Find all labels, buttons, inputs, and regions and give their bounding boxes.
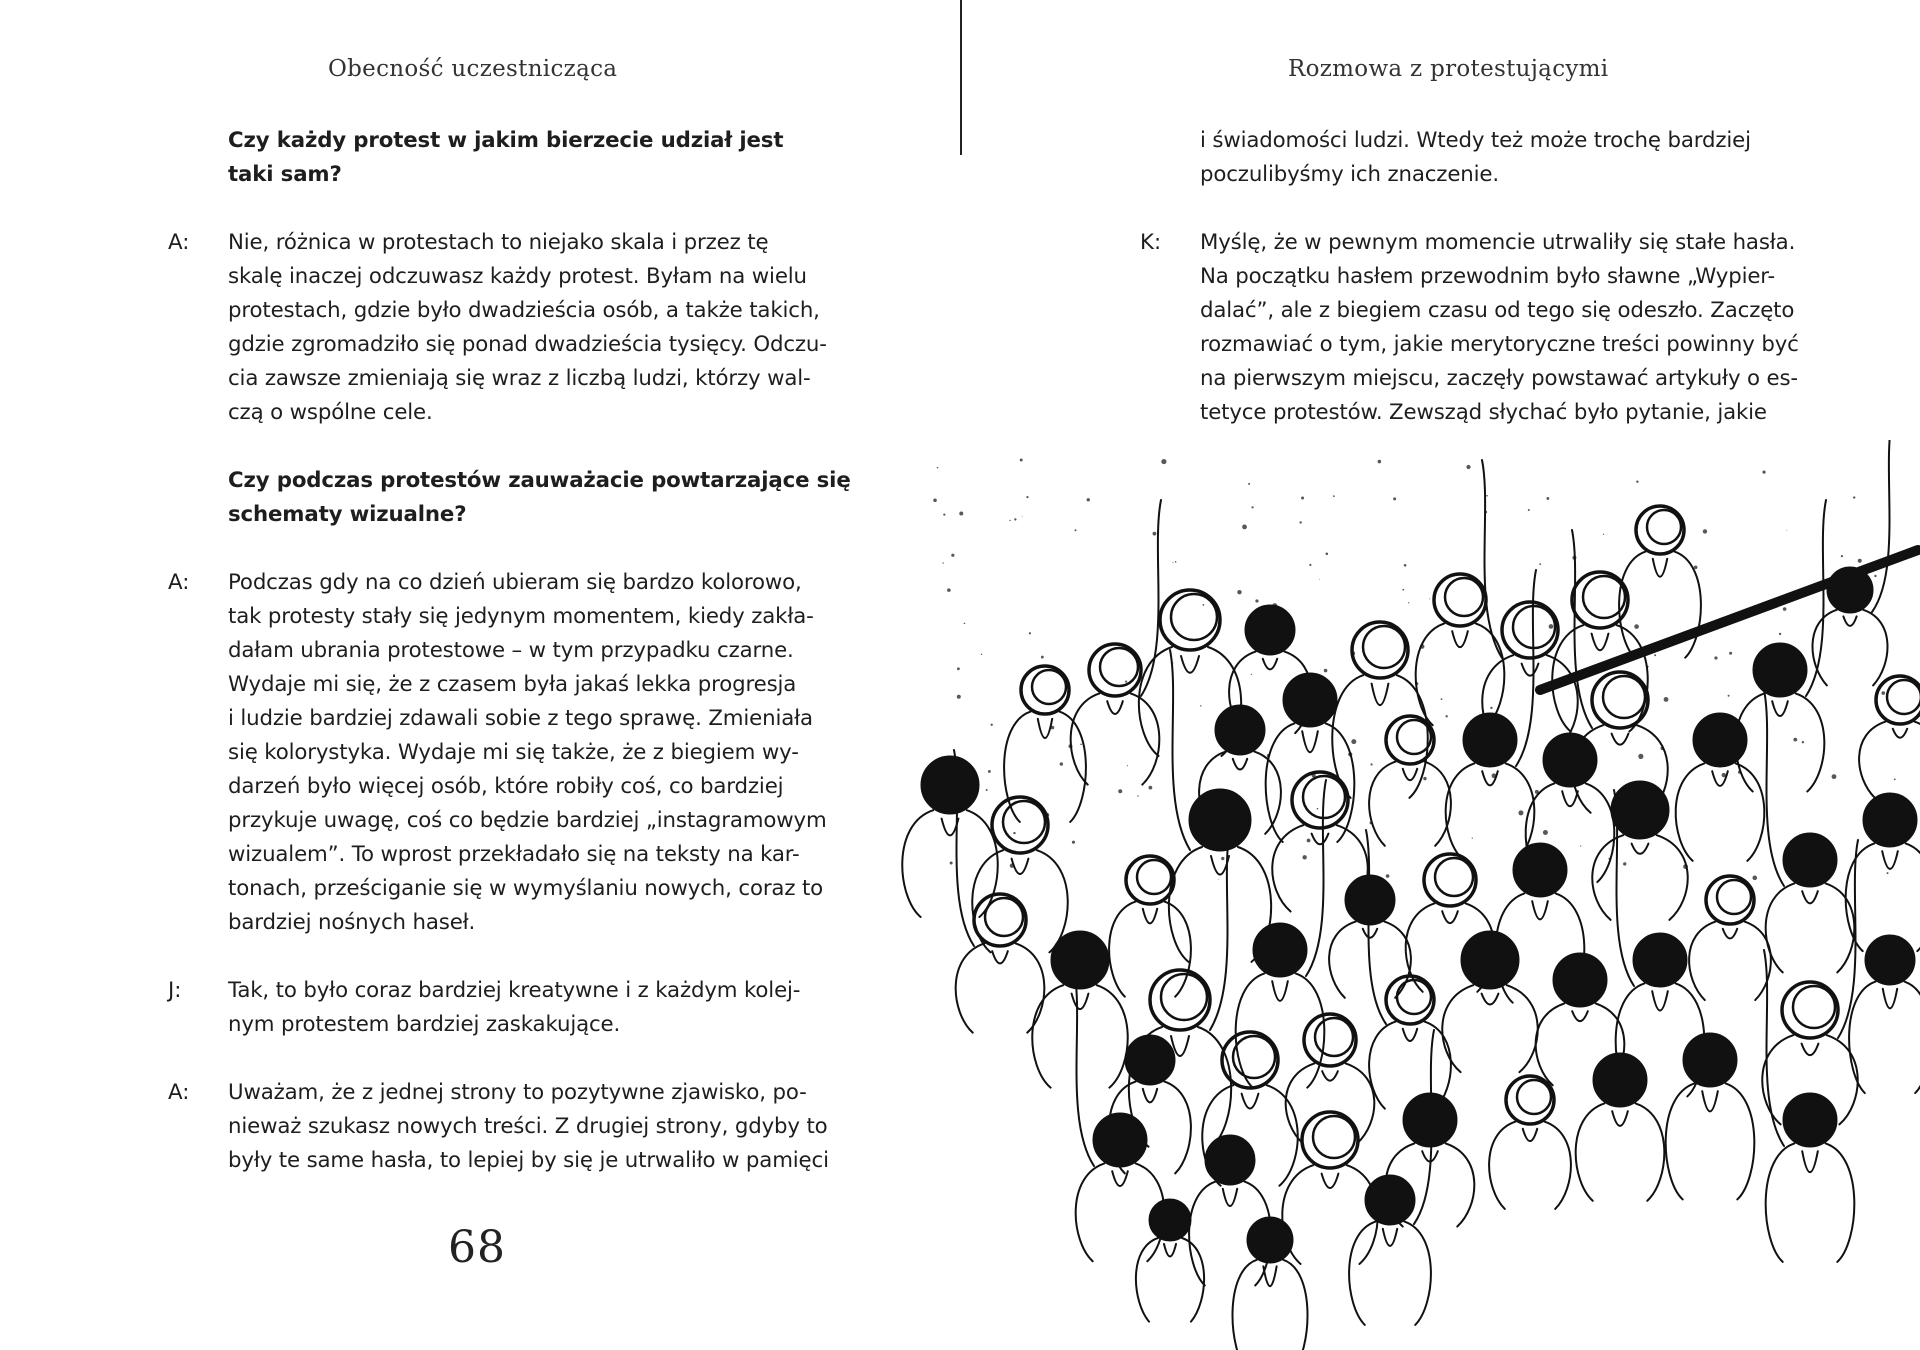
ink-speck [959, 511, 963, 515]
ink-speck [1302, 855, 1306, 859]
figure-head [1160, 590, 1220, 650]
ink-speck [1802, 741, 1804, 743]
ink-speck [1694, 566, 1698, 570]
ink-speck [1029, 632, 1031, 634]
figure-head [1434, 574, 1486, 626]
figure-head-scribble [1435, 858, 1473, 896]
ink-speck [1051, 726, 1055, 730]
ink-speck [1539, 563, 1541, 565]
figure-head-scribble [1717, 880, 1751, 914]
ink-speck [1351, 739, 1356, 744]
figure-head [1544, 734, 1596, 786]
ink-speck [1153, 532, 1157, 536]
ink-speck [1219, 794, 1221, 796]
ink-speck [1351, 651, 1356, 656]
ink-speck [1080, 744, 1082, 746]
ink-speck [1242, 525, 1247, 530]
figure-head [974, 894, 1026, 946]
ink-speck [1010, 864, 1014, 868]
text-line: Czy każdy protest w jakim bierzecie udział jest [228, 128, 784, 153]
figure-head [1304, 1014, 1356, 1066]
ink-speck [1603, 534, 1604, 535]
page-number: 68 [448, 1222, 506, 1273]
figure-head [1150, 1200, 1190, 1240]
ink-speck [990, 724, 992, 726]
ink-speck [1420, 644, 1425, 649]
figure-head-scribble [1315, 1018, 1353, 1056]
ink-speck [1251, 674, 1252, 675]
text-line: były te same hasła, to lepiej by się je utrwaliło w pamięci [228, 1148, 829, 1173]
ink-speck [1841, 555, 1843, 557]
figure-body [1576, 1103, 1665, 1200]
ink-speck [1636, 481, 1638, 483]
figure-head [1684, 1034, 1736, 1086]
ink-speck [1125, 681, 1127, 683]
figure-head [1021, 666, 1069, 714]
text-line: czą o wspólne cele. [228, 400, 433, 425]
figure-head [1386, 976, 1434, 1024]
ink-speck [1228, 840, 1231, 843]
figure-body [1676, 763, 1765, 860]
figure-head [1126, 1036, 1174, 1084]
figure-head [1222, 1032, 1278, 1088]
ink-speck [1832, 774, 1837, 779]
ink-speck [970, 788, 975, 793]
text-line: Wydaje mi się, że z czasem była jakaś lekka progresja [228, 672, 797, 697]
figure-head [1089, 644, 1141, 696]
ink-speck [943, 513, 945, 515]
figure-head [1248, 1218, 1292, 1262]
figure-body [1689, 922, 1771, 1000]
figure-head-scribble [1397, 720, 1431, 754]
figure-head [1292, 772, 1348, 828]
figure-head [1404, 1094, 1456, 1146]
figure-head [1206, 1136, 1254, 1184]
ink-speck [1703, 529, 1707, 533]
figure-head [1612, 782, 1668, 838]
text-line: protestach, gdzie było dwadzieścia osób, a także takich, [228, 298, 820, 323]
ink-speck [1127, 765, 1128, 766]
ink-speck [1013, 832, 1015, 834]
ink-speck [986, 789, 988, 791]
speaker-label: A: [168, 1080, 190, 1105]
text-line: Myślę, że w pewnym momencie utrwaliły się stałe hasła. [1200, 230, 1796, 255]
ink-speck [1378, 460, 1382, 464]
ink-speck [1267, 754, 1270, 757]
crowd-illustration [850, 440, 1920, 1350]
figure-head-scribble [1003, 801, 1045, 843]
ink-speck [1348, 752, 1352, 756]
answer-block [228, 226, 827, 430]
figure-body [1286, 1063, 1375, 1143]
figure-head-scribble [1887, 680, 1920, 714]
ink-speck [1714, 656, 1717, 659]
text-line: tonach, prześciganie się w wymyślaniu nowych, coraz to [228, 876, 824, 901]
ink-speck [1251, 506, 1253, 508]
text-line: Nie, różnica w protestach to niejako skala i przez tę [228, 230, 769, 255]
ink-speck [1203, 604, 1205, 606]
ink-speck [951, 554, 954, 557]
figure-head-scribble [1647, 510, 1681, 544]
ink-speck [1034, 667, 1037, 670]
figure-body [1136, 1238, 1204, 1322]
figure-head [1636, 506, 1684, 554]
ink-speck [1683, 864, 1688, 869]
ink-speck [1894, 778, 1896, 780]
figure-head-scribble [1445, 578, 1483, 616]
ink-speck [1661, 747, 1664, 750]
ink-speck [1543, 830, 1548, 835]
text-line: nym protestem bardziej zaskakujące. [228, 1012, 621, 1037]
ink-speck [1069, 744, 1073, 748]
ink-speck [1307, 839, 1311, 843]
figure-raised-arm [1170, 650, 1190, 850]
ink-speck [1518, 810, 1523, 815]
ink-speck [1783, 607, 1787, 611]
answer-block [228, 1076, 829, 1178]
crowd-sketch [902, 440, 1920, 1350]
figure-head [1462, 932, 1518, 988]
ink-speck [1752, 876, 1757, 881]
figure-body [1736, 693, 1825, 791]
ink-speck [1319, 579, 1320, 580]
ink-speck [957, 667, 960, 670]
figure-head-scribble [1100, 648, 1138, 686]
ink-speck [1762, 471, 1765, 474]
speaker-label: A: [168, 230, 190, 255]
figure-head [1514, 844, 1566, 896]
figure-body [1592, 835, 1687, 920]
figure-head [1094, 1114, 1146, 1166]
answer-block [228, 974, 800, 1042]
ink-speck [1664, 697, 1669, 702]
ink-speck [1887, 872, 1889, 874]
speaker-label: K: [1140, 230, 1162, 255]
text-line: poczulibyśmy ich znaczenie. [1200, 162, 1499, 187]
ink-speck [1503, 736, 1506, 739]
ink-speck [1608, 858, 1610, 860]
figure-head [1284, 674, 1336, 726]
question-1 [228, 124, 783, 192]
figure-head-scribble [1137, 860, 1171, 894]
figure-head-scribble [1397, 980, 1431, 1014]
ink-speck [1317, 808, 1319, 810]
figure-body [1442, 985, 1537, 1072]
ink-speck [1265, 633, 1270, 638]
ink-speck [1881, 691, 1885, 695]
ink-speck [1370, 763, 1372, 765]
ink-speck [1549, 624, 1554, 629]
ink-speck [1326, 552, 1329, 555]
ink-speck [1580, 845, 1581, 846]
left-page-header: Obecność uczestnicząca [328, 56, 618, 82]
figure-body [1666, 1083, 1755, 1199]
figure-head [1754, 644, 1806, 696]
ink-speck [1466, 465, 1470, 469]
ink-speck [1722, 773, 1726, 777]
figure-head [1246, 606, 1294, 654]
text-line: się kolorystyka. Wydaje mi się także, że z biegiem wy- [228, 740, 799, 765]
ink-speck [1333, 495, 1335, 497]
ink-speck [1137, 795, 1138, 796]
figure-head [1592, 672, 1648, 728]
figure-body [1766, 883, 1855, 972]
figure-head [992, 797, 1048, 853]
ink-speck [1429, 598, 1430, 599]
figure-body [1032, 985, 1127, 1087]
ink-speck [942, 562, 943, 563]
ink-speck [1634, 624, 1639, 629]
text-line: dałam ubrania protestowe – w tym przypadku czarne. [228, 638, 794, 663]
ink-speck [1492, 773, 1497, 778]
figure-head [1366, 1176, 1414, 1224]
text-line: bardziej nośnych haseł. [228, 910, 476, 935]
ink-speck [1148, 786, 1152, 790]
ink-speck [1374, 777, 1375, 778]
ink-speck [1173, 662, 1174, 663]
figure-raised-arm [1141, 500, 1161, 696]
ink-speck [937, 467, 939, 469]
ink-speck [1638, 754, 1643, 759]
ink-speck [1248, 483, 1250, 485]
answer-block [228, 566, 827, 940]
text-line: cia zawsze zmieniają się wraz z liczbą ludzi, którzy wal- [228, 366, 811, 391]
figure-head [1424, 854, 1476, 906]
text-line: Tak, to było coraz bardziej kreatywne i z każdym kolej- [228, 978, 801, 1003]
figure-head [1634, 934, 1686, 986]
ink-speck [1272, 603, 1277, 608]
figure-head-scribble [1793, 986, 1835, 1028]
ink-speck [1404, 564, 1407, 567]
figure-head [1464, 714, 1516, 766]
text-line: Uważam, że z jednej strony to pozytywne zjawisko, po- [228, 1080, 807, 1105]
text-line: tetyce protestów. Zewsząd słychać było pytanie, jakie [1200, 400, 1767, 425]
text-line: i ludzie bardziej zdawali sobie z tego sprawę. Zmieniała [228, 706, 813, 731]
ink-speck [1834, 859, 1835, 860]
text-line: skalę inaczej odczuwasz każdy protest. Byłam na wielu [228, 264, 807, 289]
figure-head [1052, 932, 1108, 988]
ink-speck [1393, 497, 1396, 500]
text-line: gdzie zgromadziło się ponad dwadzieścia tysięcy. Odczu- [228, 332, 827, 357]
ink-speck [1301, 496, 1304, 499]
ink-speck [1654, 654, 1656, 656]
ink-speck [1779, 633, 1781, 635]
text-line: i świadomości ludzi. Wtedy też może trochę bardziej [1200, 128, 1751, 153]
ink-speck [1022, 516, 1023, 517]
figure-head [1594, 1054, 1646, 1106]
ink-speck [1727, 716, 1730, 719]
ink-speck [1535, 790, 1539, 794]
ink-speck [1324, 669, 1328, 673]
ink-speck [1441, 698, 1443, 700]
figure-head-scribble [1517, 1080, 1551, 1114]
ink-speck [1309, 564, 1311, 566]
ink-speck [1623, 862, 1626, 865]
ink-speck [1728, 695, 1730, 697]
ink-speck [1729, 652, 1732, 655]
figure-head [1506, 1076, 1554, 1124]
figure-head-scribble [1603, 676, 1645, 718]
speaker-label: J: [168, 978, 182, 1003]
ink-speck [1423, 777, 1426, 780]
ink-speck [1490, 707, 1492, 709]
figure-head [1706, 876, 1754, 924]
text-line: Na początku hasłem przewodnim było sławne „Wypier- [1200, 264, 1776, 289]
ink-speck [1445, 715, 1447, 717]
ink-speck [1221, 857, 1224, 860]
ink-speck [1486, 495, 1488, 497]
figure-raised-arm [1306, 780, 1326, 976]
figure-head [1190, 790, 1250, 850]
right-page-header: Rozmowa z protestującymi [1288, 56, 1609, 82]
ink-speck [1572, 556, 1576, 560]
ink-speck [1858, 559, 1862, 563]
text-line: wizualem”. To wprost przekładało się na teksty na kar- [228, 842, 800, 867]
ink-speck [1075, 529, 1077, 531]
speaker-label: A: [168, 570, 190, 595]
ink-speck [1853, 496, 1855, 498]
figure-body [1232, 1260, 1307, 1350]
ink-speck [1045, 813, 1049, 817]
figure-head-scribble [1313, 1116, 1355, 1158]
ink-speck [964, 623, 966, 625]
figure-body [1489, 1122, 1571, 1209]
ink-speck [1484, 511, 1487, 514]
ink-speck [957, 695, 961, 699]
figure-body [1859, 722, 1920, 798]
figure-raised-arm [1516, 570, 1536, 766]
figure-head [1784, 1094, 1836, 1146]
figure-body [1846, 843, 1920, 951]
figure-head-scribble [1363, 626, 1405, 668]
question-2 [228, 464, 851, 532]
text-line: Czy podczas protestów zauważacie powtarzające się [228, 468, 851, 493]
ink-speck [1415, 682, 1418, 685]
figure-raised-arm [1872, 440, 1892, 612]
ink-speck [988, 770, 991, 773]
text-line: darzeń było więcej osób, które robiły coś, co bardziej [228, 774, 784, 799]
ink-speck [1528, 509, 1530, 511]
figure-head [1302, 1112, 1358, 1168]
figure-head [1784, 834, 1836, 886]
figure-head [1126, 856, 1174, 904]
figure-head [922, 757, 978, 813]
ink-speck [1408, 602, 1409, 603]
answer-block [1200, 226, 1799, 430]
ink-speck [1311, 773, 1315, 777]
text-line: dalać”, ale z biegiem czasu od tego się odeszło. Zaczęto [1200, 298, 1795, 323]
ink-speck [1172, 562, 1173, 563]
ink-speck [1026, 496, 1028, 498]
text-line: schematy wizualne? [228, 502, 467, 527]
text-line: przykuje uwagę, coś co będzie bardziej „instagramowym [228, 808, 827, 833]
ink-speck [1200, 705, 1201, 706]
ink-speck [1175, 561, 1177, 563]
text-line: rozmawiać o tym, jakie merytoryczne treści powinny być [1200, 332, 1799, 357]
ink-speck [981, 654, 982, 655]
figure-head-scribble [985, 898, 1023, 936]
figure-body [1416, 623, 1505, 725]
ink-speck [947, 588, 951, 592]
ink-speck [1786, 530, 1787, 531]
ink-speck [1237, 590, 1241, 594]
ink-speck [933, 498, 937, 502]
ink-speck [1370, 821, 1373, 824]
figure-body [1282, 1165, 1377, 1264]
continued-answer [1200, 124, 1751, 192]
ink-speck [1647, 666, 1649, 668]
figure-head [1254, 924, 1306, 976]
figure-body [1332, 675, 1427, 798]
figure-body [1349, 1222, 1431, 1325]
ink-speck [1255, 599, 1258, 602]
figure-raised-arm [1074, 970, 1094, 1166]
ink-speck [1874, 575, 1876, 577]
figure-head [1554, 954, 1606, 1006]
ink-speck [1738, 771, 1741, 774]
text-line: nieważ szukasz nowych treści. Z drugiej strony, gdyby to [228, 1114, 828, 1139]
figure-raised-arm [1366, 830, 1386, 1024]
text-line: na pierwszym miejscu, zaczęły powstawać artykuły o es- [1200, 366, 1798, 391]
figure-head [1502, 602, 1558, 658]
figure-head [1864, 794, 1916, 846]
figure-raised-arm [1572, 530, 1592, 728]
ink-speck [950, 861, 953, 864]
ink-speck [1009, 520, 1010, 521]
ink-speck [1041, 656, 1044, 659]
figure-head [1782, 982, 1838, 1038]
ink-speck [1546, 497, 1549, 500]
figure-body [1004, 712, 1086, 822]
figure-body [1369, 762, 1451, 846]
figure-raised-arm [1764, 690, 1784, 886]
ink-speck [1020, 459, 1023, 462]
figure-head [1150, 970, 1210, 1030]
ink-speck [1072, 841, 1075, 844]
figure-head [1216, 706, 1264, 754]
ink-speck [1472, 837, 1473, 838]
ink-speck [1402, 589, 1404, 591]
ink-speck [1014, 518, 1016, 520]
text-line: Podczas gdy na co dzień ubieram się bardzo kolorowo, [228, 570, 802, 595]
ink-speck [1299, 521, 1301, 523]
ink-speck [1087, 498, 1090, 501]
figure-raised-arm [1838, 840, 1858, 1038]
ink-speck [1060, 762, 1063, 765]
figure-body [1766, 1143, 1855, 1261]
page-divider [960, 0, 962, 155]
ink-speck [1161, 459, 1166, 464]
figure-head-scribble [1032, 670, 1066, 704]
figure-head-scribble [1171, 594, 1217, 640]
figure-body [1849, 982, 1920, 1093]
text-line: tak protesty stały się jedynym momentem, kiedy zakła- [228, 604, 814, 629]
ink-speck [1118, 789, 1122, 793]
figure-head [1866, 936, 1914, 984]
text-line: taki sam? [228, 162, 342, 187]
figure-body [956, 943, 1045, 1032]
ink-speck [1386, 874, 1390, 878]
ink-speck [1793, 738, 1797, 742]
ink-speck [1218, 879, 1219, 880]
ink-speck [1660, 823, 1664, 827]
figure-head [1352, 622, 1408, 678]
